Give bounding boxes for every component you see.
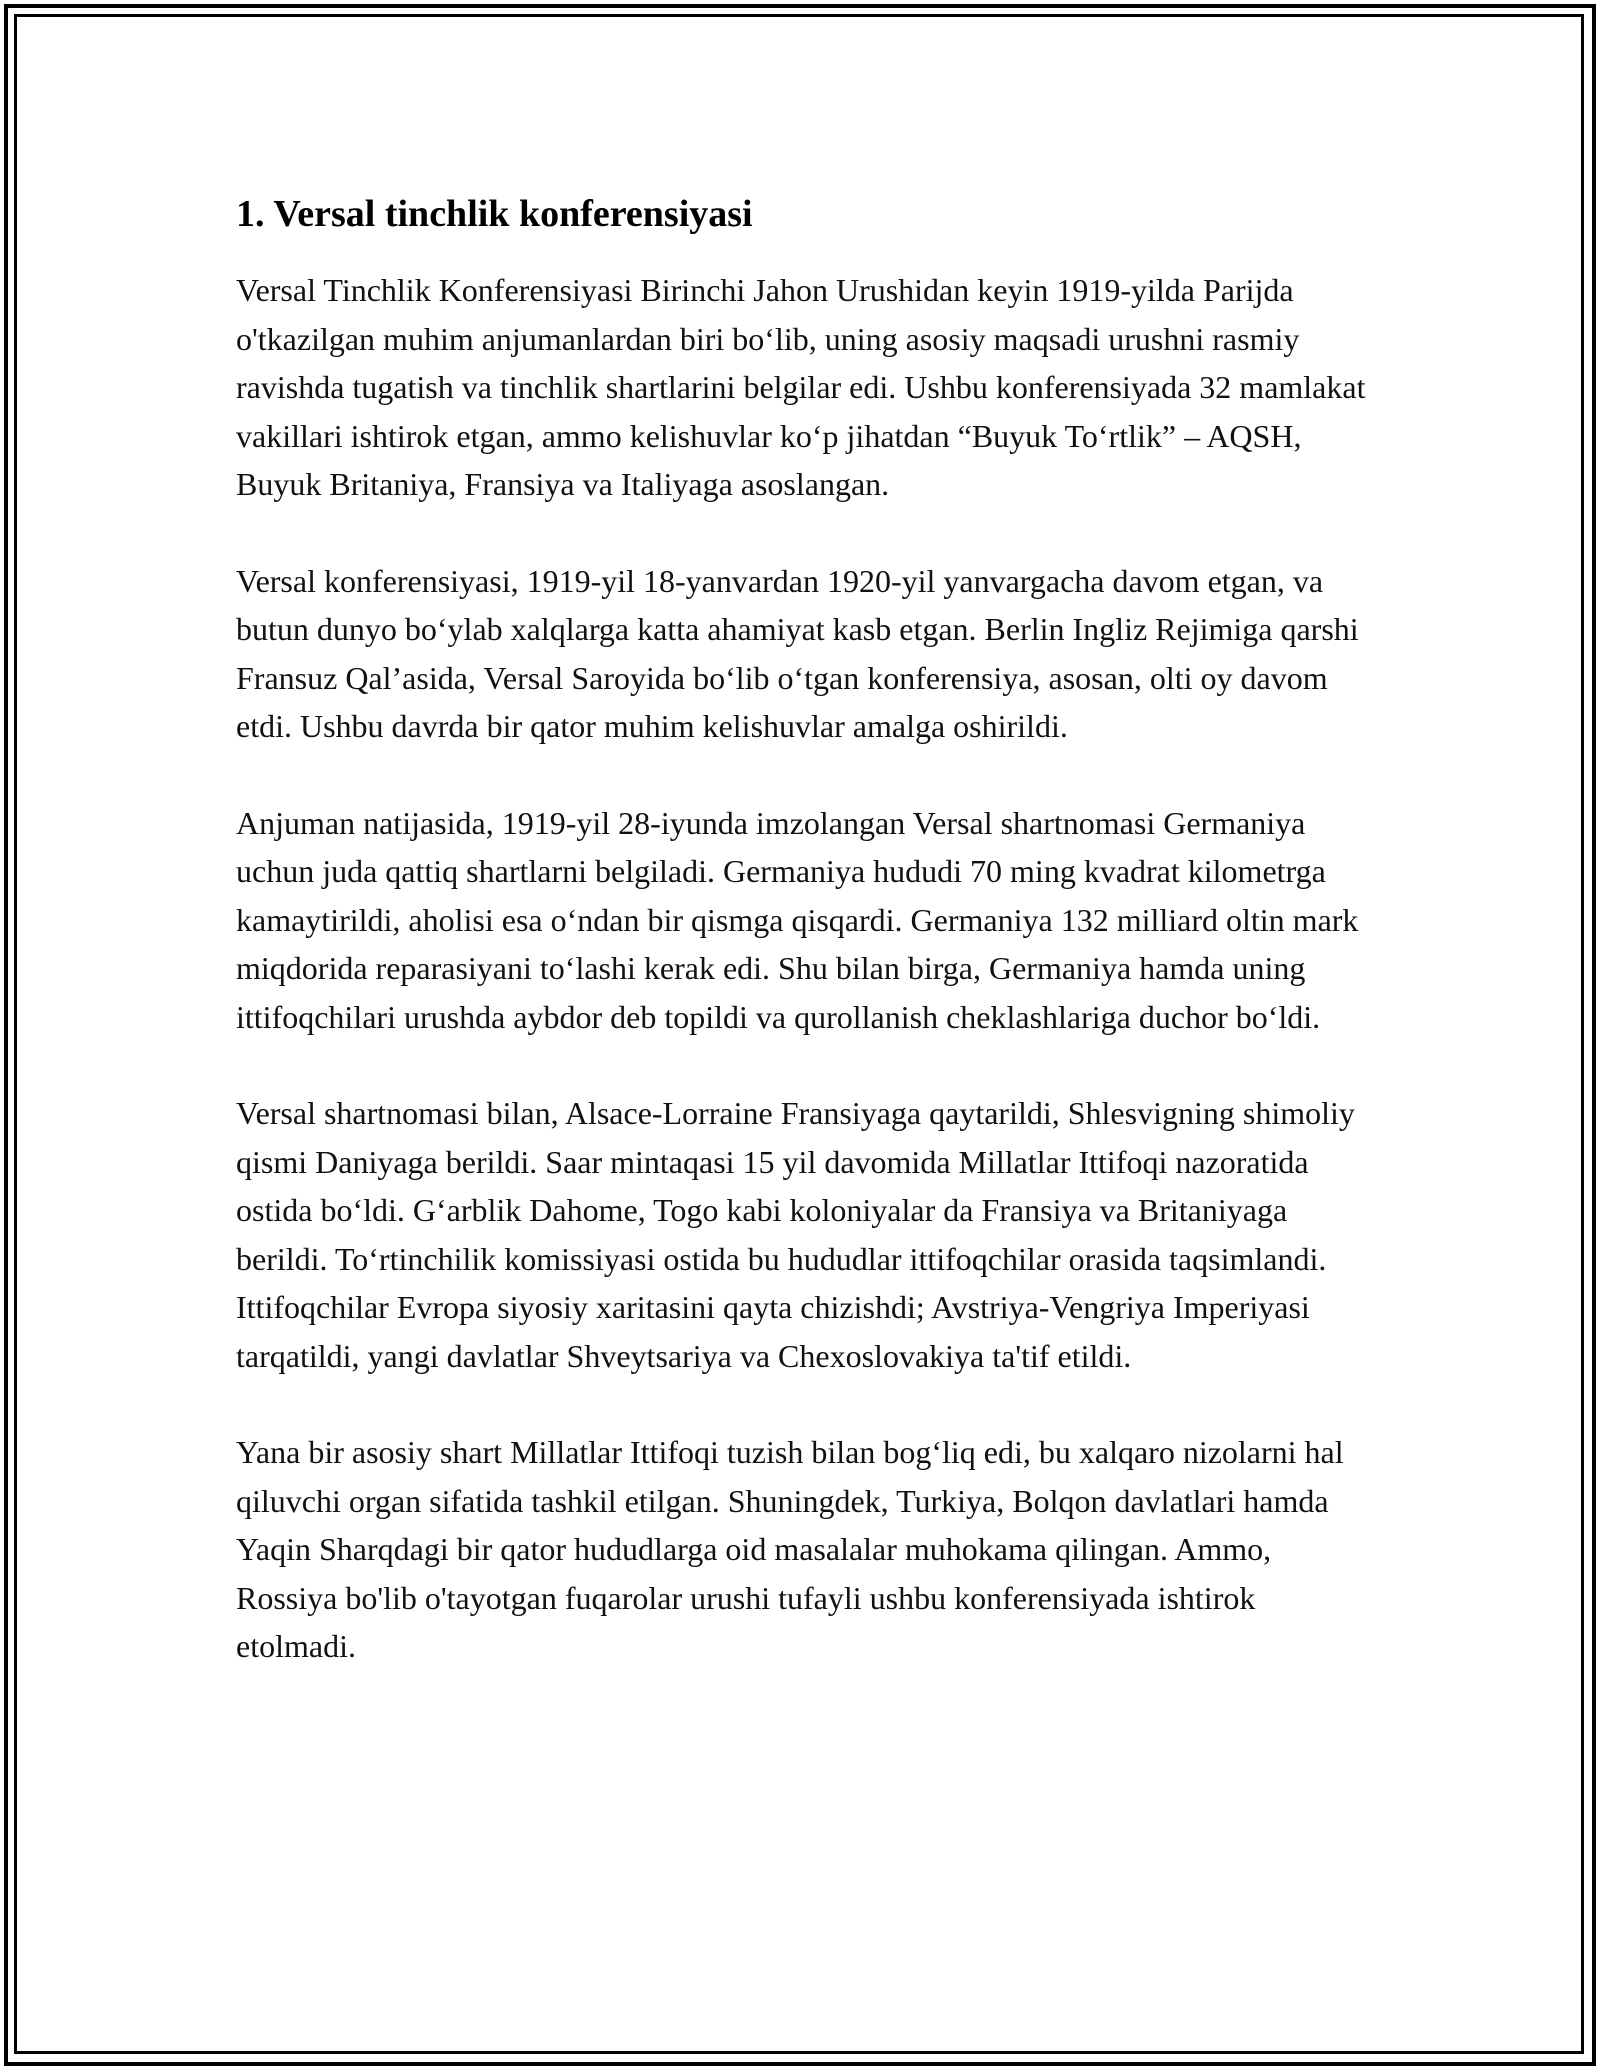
paragraph-4: Versal shartnomasi bilan, Alsace-Lorraine Fransiyaga qaytarildi, Shlesvigning shimoliy qismi Daniyaga berildi. Saar mintaqasi 15 yil davomida Millatlar Ittifoqi nazoratida ostida bo‘ldi. G‘arblik Dahome, Togo kabi koloniyalar da Fransiya va Britaniyaga berildi. To‘rtinchilik komissiyasi ostida bu hududlar ittifoqchilar orasida taqsimlandi. Ittifoqchilar Evropa siyosiy xaritasini qayta chizishdi; Avstriya-Vengriya Imperiyasi tarqatildi, yangi davlatlar Shveytsariya va Chexoslovakiya ta'tif etildi. xyxy=(236,1095,1355,1374)
paragraph-1: Versal Tinchlik Konferensiyasi Birinchi Jahon Urushidan keyin 1919-yilda Parijda o'tkazilgan muhim anjumanlardan biri bo‘lib, uning asosiy maqsadi urushni rasmiy ravishda tugatish va tinchlik shartlarini belgilar edi. Ushbu konferensiyada 32 mamlakat vakillari ishtirok etgan, ammo kelishuvlar ko‘p jihatdan “Buyuk To‘rtlik” – AQSH, Buyuk Britaniya, Fransiya va Italiyaga asoslangan. xyxy=(236,272,1366,502)
document-body xyxy=(236,186,1366,1719)
document-title: 1. Versal tinchlik konferensiyasi xyxy=(236,193,753,235)
paragraph-2: Versal konferensiyasi, 1919-yil 18-yanvardan 1920-yil yanvargacha davom etgan, va butun dunyo bo‘ylab xalqlarga katta ahamiyat kasb etgan. Berlin Ingliz Rejimiga qarshi Fransuz Qal’asida, Versal Saroyida bo‘lib o‘tgan konferensiya, asosan, olti oy davom etdi. Ushbu davrda bir qator muhim kelishuvlar amalga oshirildi. xyxy=(236,562,1359,744)
paragraph-3: Anjuman natijasida, 1919-yil 28-iyunda imzolangan Versal shartnomasi Germaniya uchun juda qattiq shartlarni belgiladi. Germaniya hududi 70 ming kvadrat kilometrga kamaytirildi, aholisi esa o‘ndan bir qismga qisqardi. Germaniya 132 milliard oltin mark miqdorida reparasiyani to‘lashi kerak edi. Shu bilan birga, Germaniya hamda uning ittifoqchilari urushda aybdor deb topildi va qurollanish cheklashlariga duchor bo‘ldi. xyxy=(236,804,1359,1035)
paragraph-5: Yana bir asosiy shart Millatlar Ittifoqi tuzish bilan bog‘liq edi, bu xalqaro nizolarni hal qiluvchi organ sifatida tashkil etilgan. Shuningdek, Turkiya, Bolqon davlatlari hamda Yaqin Sharqdagi bir qator hududlarga oid masalalar muhokama qilingan. Ammo, Rossiya bo'lib o'tayotgan fuqarolar urushi tufayli ushbu konferensiyada ishtirok etolmadi. xyxy=(236,1434,1344,1664)
